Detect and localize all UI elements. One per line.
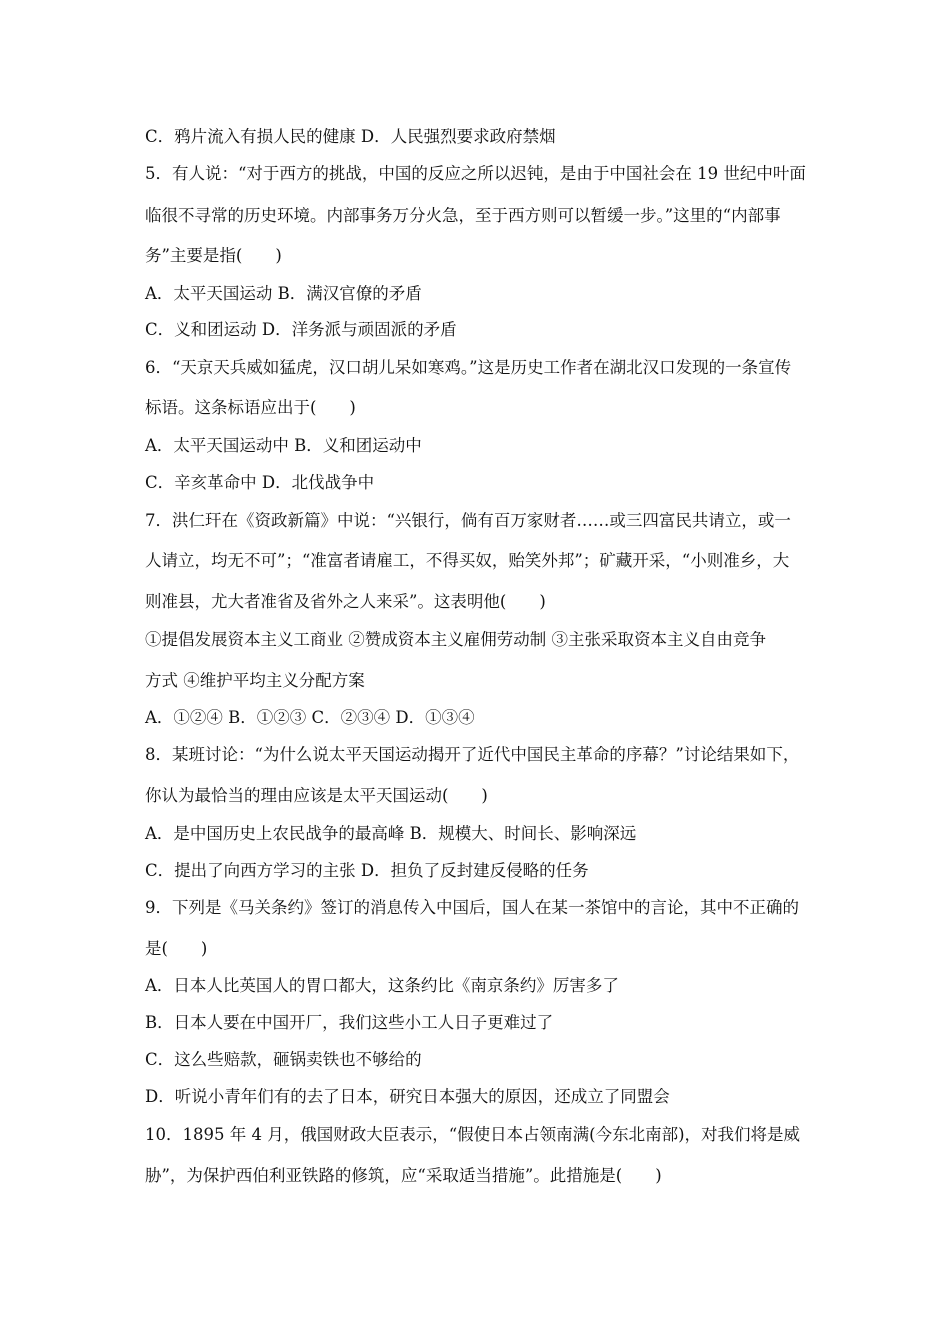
text-line: 6．“天京天兵威如猛虎，汉口胡儿呆如寒鸡。”这是历史工作者在湖北汉口发现的一条宣传 — [145, 358, 792, 377]
text-line: A．日本人比英国人的胃口都大，这条约比《南京条约》厉害多了 — [145, 976, 619, 995]
text-line: 5．有人说：“对于西方的挑战，中国的反应之所以迟钝，是由于中国社会在 19 世纪中叶面 — [145, 164, 806, 183]
text-line: 方式 ④维护平均主义分配方案 — [145, 671, 365, 690]
text-line: A．①②④ B．①②③ C．②③④ D．①③④ — [145, 708, 475, 727]
text-line: ①提倡发展资本主义工商业 ②赞成资本主义雇佣劳动制 ③主张采取资本主义自由竞争 — [145, 630, 766, 649]
text-line: 胁”，为保护西伯利亚铁路的修筑，应“采取适当措施”。此措施是( ) — [145, 1166, 662, 1185]
text-line: 人请立，均无不可”；“准富者请雇工，不得买奴，贻笑外邦”；矿藏开采，“小则准乡，大 — [145, 551, 790, 570]
text-line: B．日本人要在中国开厂，我们这些小工人日子更难过了 — [145, 1013, 554, 1032]
text-line: 临很不寻常的历史环境。内部事务万分火急，至于西方则可以暂缓一步。”这里的“内部事 — [145, 206, 781, 225]
text-line: C．辛亥革命中 D．北伐战争中 — [145, 473, 375, 492]
text-line: C．提出了向西方学习的主张 D．担负了反封建反侵略的任务 — [145, 861, 589, 880]
text-line: 9．下列是《马关条约》签订的消息传入中国后，国人在某一茶馆中的言论，其中不正确的 — [145, 898, 799, 917]
text-line: A．太平天国运动中 B．义和团运动中 — [145, 436, 422, 455]
text-line: C．鸦片流入有损人民的健康 D．人民强烈要求政府禁烟 — [145, 127, 556, 146]
text-line: 8．某班讨论：“为什么说太平天国运动揭开了近代中国民主革命的序幕？”讨论结果如下， — [145, 745, 800, 764]
text-line: 务”主要是指( ) — [145, 246, 282, 265]
text-line: 是( ) — [145, 939, 208, 958]
text-line: C．义和团运动 D．洋务派与顽固派的矛盾 — [145, 320, 457, 339]
text-line: A．太平天国运动 B．满汉官僚的矛盾 — [145, 284, 422, 303]
text-line: A．是中国历史上农民战争的最高峰 B．规模大、时间长、影响深远 — [145, 824, 637, 843]
text-line: 则准县，尤大者准省及省外之人来采”。这表明他( ) — [145, 592, 546, 611]
text-line: 你认为最恰当的理由应该是太平天国运动( ) — [145, 786, 488, 805]
text-line: C．这么些赔款，砸锅卖铁也不够给的 — [145, 1050, 422, 1069]
text-line: 7．洪仁玕在《资政新篇》中说：“兴银行，倘有百万家财者……或三四富民共请立，或一 — [145, 511, 791, 530]
text-line: D．听说小青年们有的去了日本，研究日本强大的原因，还成立了同盟会 — [145, 1087, 670, 1106]
text-line: 标语。这条标语应出于( ) — [145, 398, 356, 417]
text-line: 10．1895 年 4 月，俄国财政大臣表示，“假使日本占领南满(今东北南部)，对我们将是威 — [145, 1125, 801, 1144]
